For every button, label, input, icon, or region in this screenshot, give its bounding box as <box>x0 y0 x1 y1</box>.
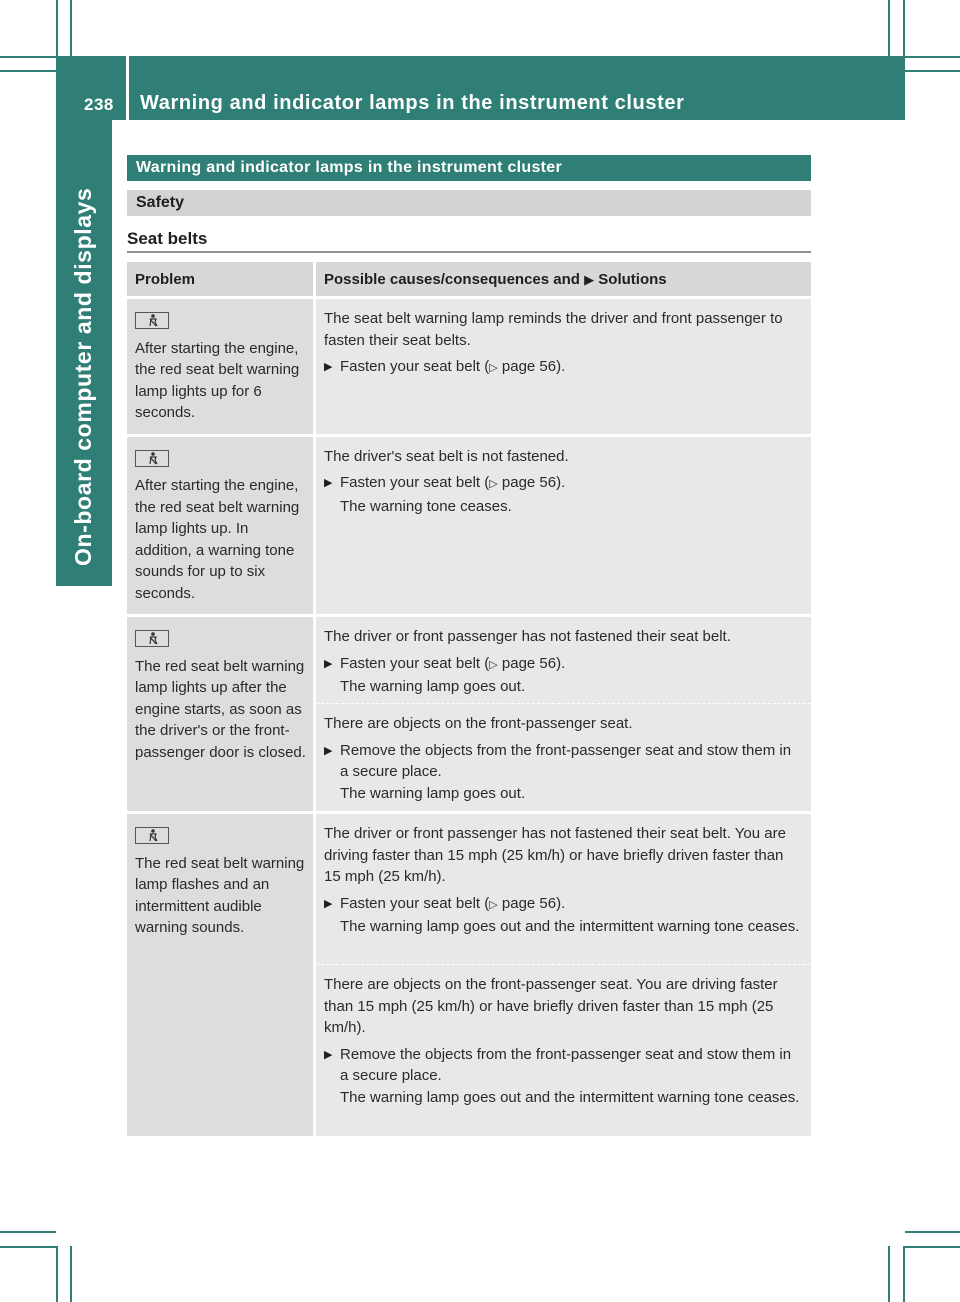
crop-mark <box>0 70 56 72</box>
seat-belt-icon <box>135 827 169 844</box>
crop-mark <box>888 1246 890 1302</box>
crop-mark <box>56 1246 58 1302</box>
section-subheading: Safety <box>127 190 811 216</box>
crop-mark <box>905 70 960 72</box>
table-header <box>127 262 811 296</box>
action-step <box>324 653 803 698</box>
action-result: The warning lamp goes out and the intermittent warning tone ceases. <box>340 918 800 935</box>
crop-mark <box>56 0 58 56</box>
causes-cell <box>313 814 811 1136</box>
chapter-tab <box>56 120 112 586</box>
chapter-tab-label: On-board computer and displays <box>70 187 96 566</box>
action-step <box>324 472 803 517</box>
action-step <box>324 740 803 805</box>
col-header-problem: Problem <box>135 271 196 288</box>
crop-mark <box>903 1246 905 1302</box>
problem-cell <box>127 617 313 811</box>
page-ref[interactable]: page 56). <box>501 358 566 375</box>
warning-lamps-table <box>127 262 811 1136</box>
problem-cell <box>127 814 313 1136</box>
seat-belt-icon <box>135 450 169 467</box>
cause-block <box>316 703 811 811</box>
col-header-causes-suffix: Solutions <box>598 271 667 288</box>
page-ref[interactable]: page 56). <box>501 894 566 912</box>
causes-cell <box>313 617 811 811</box>
action-text: Fasten your seat belt ( <box>340 358 490 375</box>
header-divider <box>126 56 129 120</box>
action-step <box>324 356 803 380</box>
action-step <box>324 1044 803 1109</box>
causes-cell <box>313 437 811 615</box>
action-result: The warning lamp goes out. <box>340 784 526 802</box>
seat-belt-icon <box>135 312 169 329</box>
cause-block <box>316 437 811 608</box>
causes-cell <box>313 299 811 434</box>
crop-mark <box>0 56 56 58</box>
problem-text: The red seat belt warning lamp flashes and an intermittent audible warning sounds. <box>135 854 305 936</box>
crop-mark <box>70 0 72 56</box>
table-row <box>127 614 811 811</box>
cause-block <box>316 964 811 1136</box>
cause-block <box>316 617 811 703</box>
problem-text: After starting the engine, the red seat belt warning lamp lights up for 6 seconds. <box>135 339 300 421</box>
action-arrow-icon: ▶ <box>324 744 333 757</box>
cause-text: The seat belt warning lamp reminds the driver and front passenger to fasten their seat belts. <box>324 310 783 349</box>
action-arrow-icon: ▶ <box>324 361 333 373</box>
crop-mark <box>905 1231 960 1233</box>
cause-text: The driver or front passenger has not fastened their seat belt. <box>324 628 731 645</box>
action-result: The warning lamp goes out and the intermittent warning tone ceases. <box>340 1088 800 1106</box>
action-arrow-icon: ▶ <box>324 1048 333 1061</box>
page-title: Warning and indicator lamps in the instrument cluster <box>140 92 685 114</box>
page-ref-icon: ▷ <box>489 658 498 671</box>
subsection-heading: Seat belts <box>127 229 208 248</box>
page-ref[interactable]: page 56). <box>501 654 566 672</box>
table-row <box>127 296 811 434</box>
action-result: The warning tone ceases. <box>340 497 512 515</box>
cause-block <box>316 814 811 964</box>
table-row <box>127 811 811 1136</box>
crop-mark <box>0 1231 56 1233</box>
action-arrow-icon: ▶ <box>324 657 333 670</box>
page-ref-icon: ▷ <box>489 898 498 911</box>
action-arrow-icon: ▶ <box>584 272 595 287</box>
page-ref-icon: ▷ <box>489 362 498 374</box>
action-arrow-icon: ▶ <box>324 897 333 910</box>
crop-mark <box>888 0 890 56</box>
problem-cell <box>127 299 313 434</box>
crop-mark <box>905 56 960 58</box>
crop-mark <box>0 1246 56 1248</box>
page-ref-icon: ▷ <box>489 478 498 490</box>
action-text: Fasten your seat belt ( <box>340 474 490 491</box>
cause-text: There are objects on the front-passenger seat. <box>324 715 633 732</box>
crop-mark <box>70 1246 72 1302</box>
col-header-causes-prefix: Possible causes/consequences and <box>324 271 580 288</box>
action-text: Fasten your seat belt ( <box>340 894 490 912</box>
seat-belt-icon <box>135 630 169 647</box>
cause-text: The driver's seat belt is not fastened. <box>324 447 569 465</box>
col-header-causes <box>313 262 811 296</box>
action-text: Fasten your seat belt ( <box>340 654 490 672</box>
problem-text: After starting the engine, the red seat belt warning lamp lights up. In addition, a warning tone sounds for up to six seconds. <box>135 477 300 602</box>
page-ref[interactable]: page 56). <box>501 474 566 491</box>
action-text: Remove the objects from the front-passenger seat and stow them in a secure place. <box>340 1045 792 1084</box>
section-heading: Warning and indicator lamps in the instrument cluster <box>127 155 811 181</box>
cause-block <box>316 299 811 430</box>
page-number: 238 <box>84 95 114 114</box>
action-arrow-icon: ▶ <box>324 477 333 489</box>
action-result: The warning lamp goes out. <box>340 678 526 695</box>
problem-text: The red seat belt warning lamp lights up after the engine starts, as soon as the driver's or the front-passenger door is closed. <box>135 657 306 761</box>
action-text: Remove the objects from the front-passenger seat and stow them in a secure place. <box>340 741 792 780</box>
subsection-rule <box>127 251 811 253</box>
action-step <box>324 893 803 938</box>
cause-text: The driver or front passenger has not fastened their seat belt. You are driving faster than 15 mph (25 km/h) or have briefly driven faster than 15 mph (25 km/h). <box>324 825 786 885</box>
table-row <box>127 434 811 615</box>
cause-text: There are objects on the front-passenger seat. You are driving faster than 15 mph (25 km/h) or have briefly driven faster than 15 mph (25 km/h). <box>324 976 778 1036</box>
problem-cell <box>127 437 313 615</box>
crop-mark <box>903 0 905 56</box>
crop-mark <box>905 1246 960 1248</box>
